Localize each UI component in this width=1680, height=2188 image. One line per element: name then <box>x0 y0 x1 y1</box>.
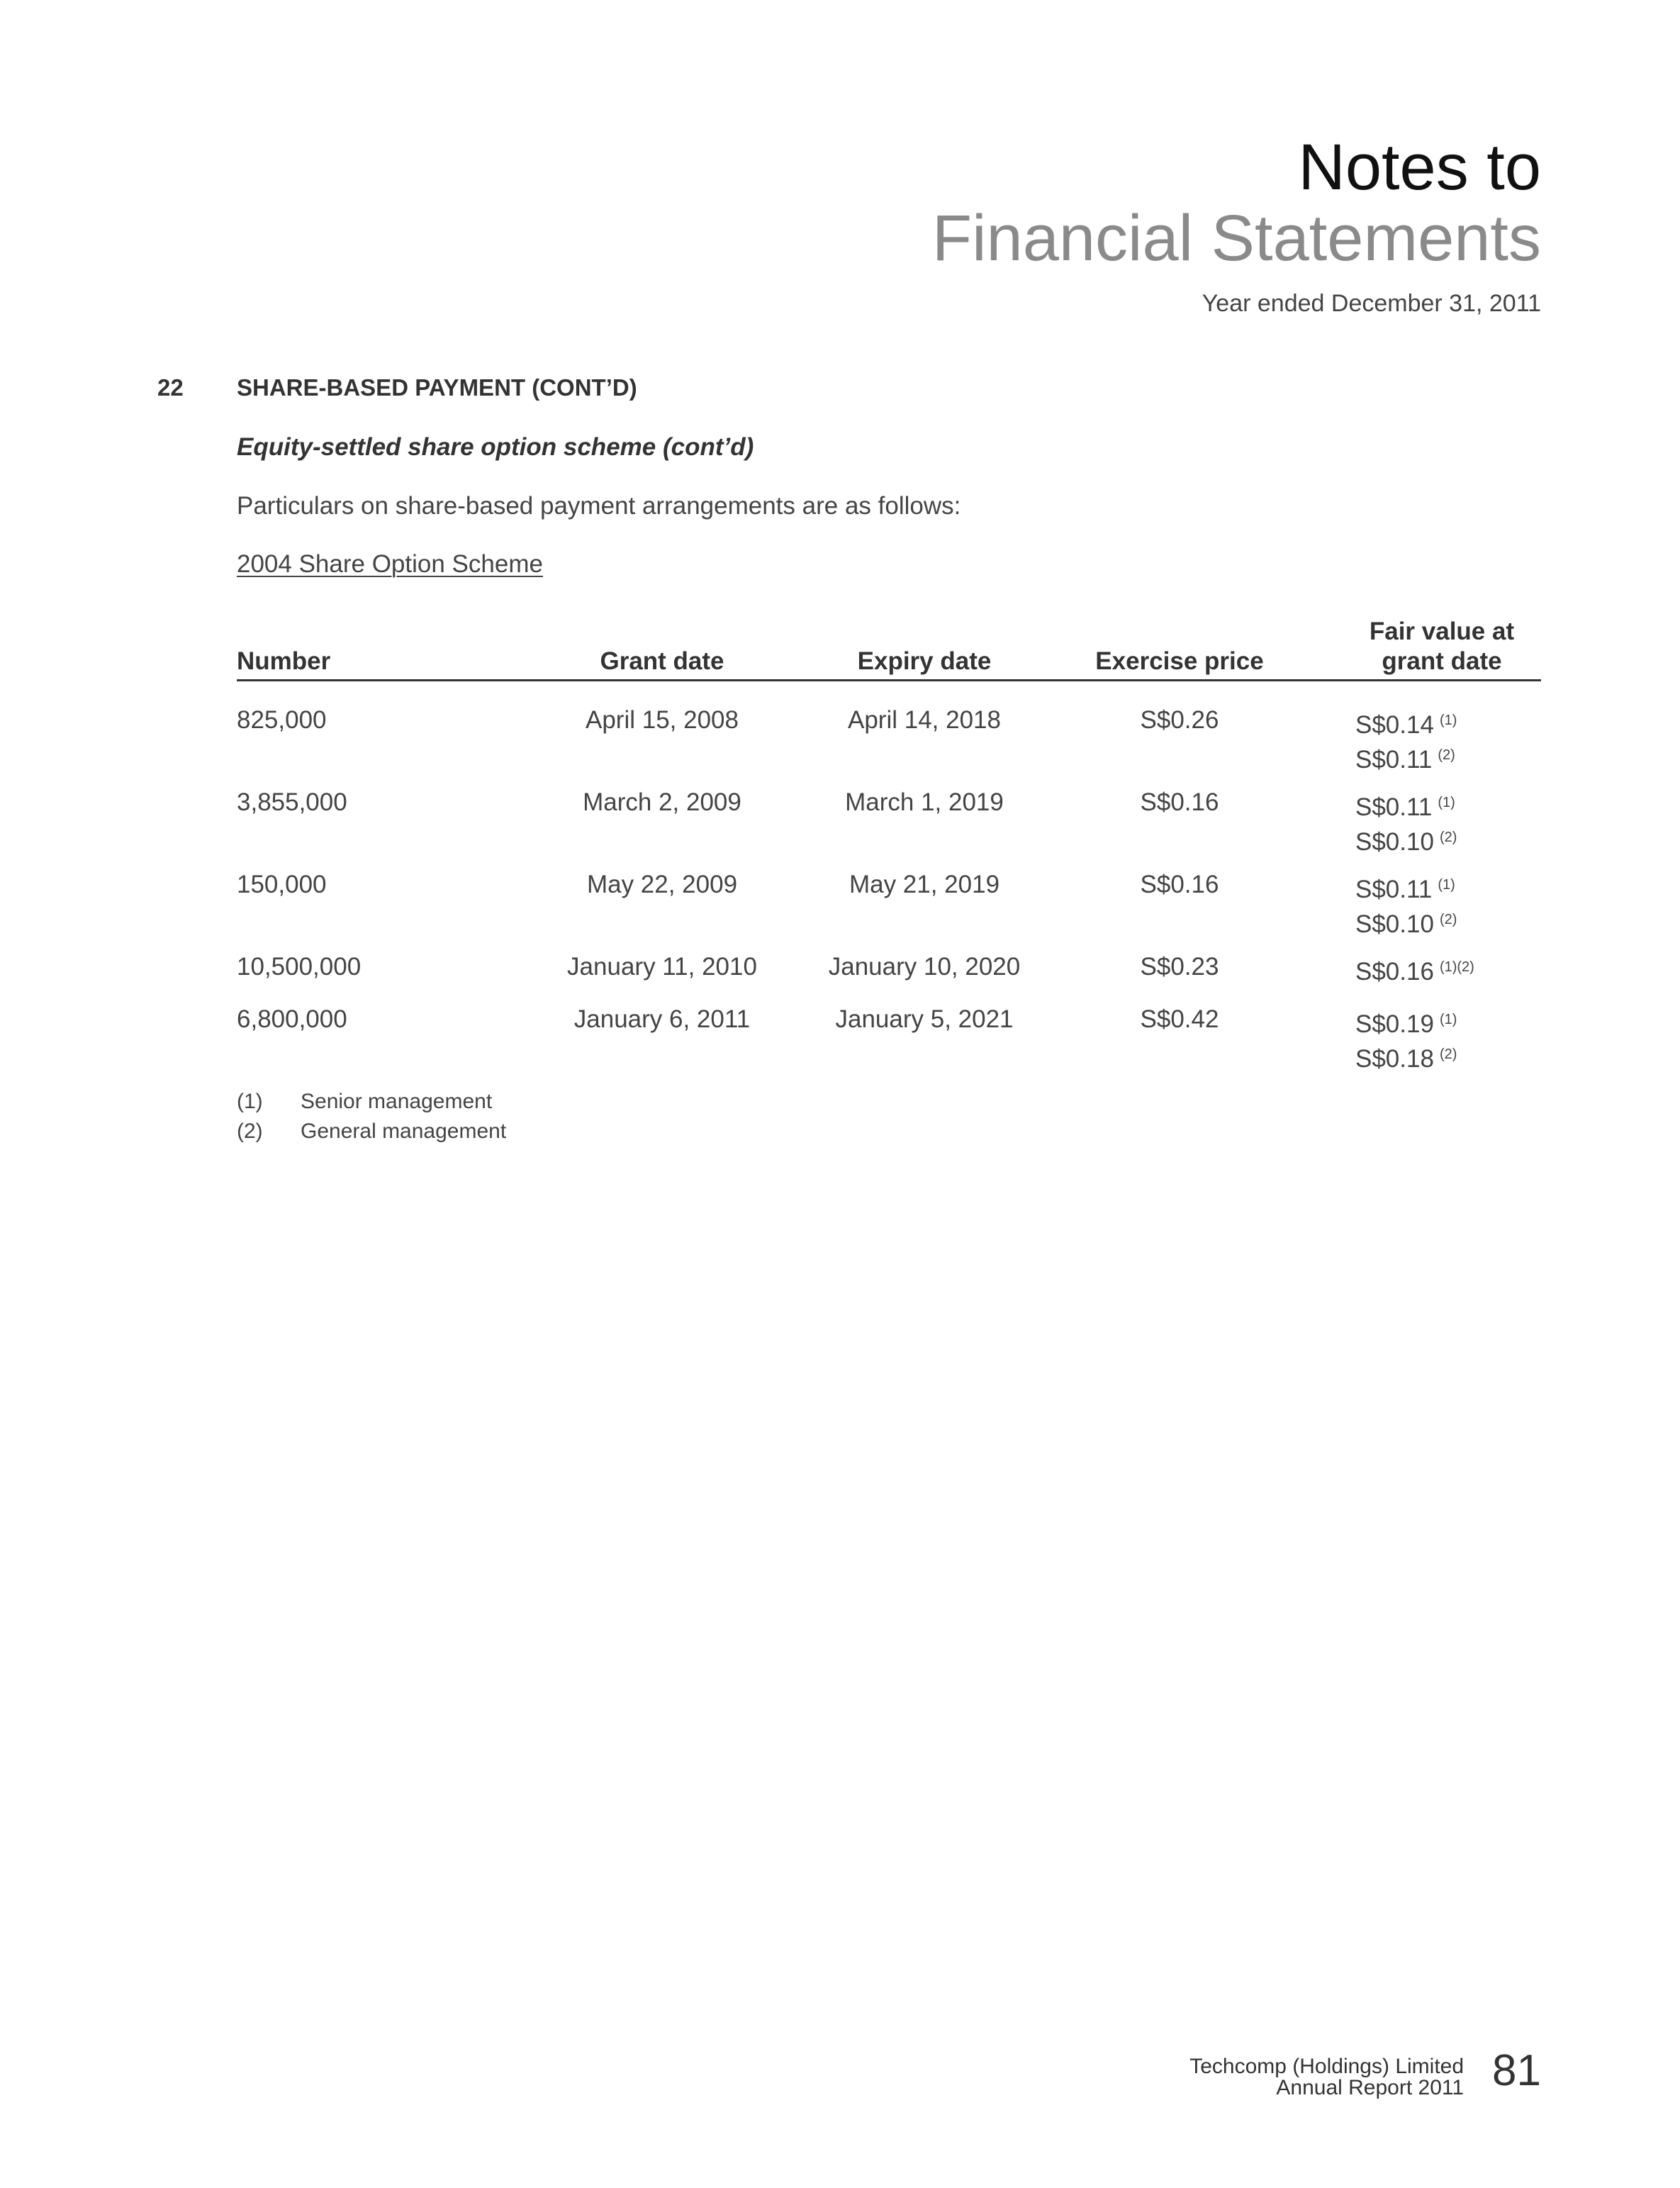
fair-value-line <box>1355 905 1457 939</box>
header-fair-value-line2: grant date <box>1382 647 1502 675</box>
header-number: Number <box>237 647 331 675</box>
footnotes <box>237 1087 506 1146</box>
fair-value-note: (1) <box>1439 713 1457 728</box>
fair-value-note: (1) <box>1438 877 1455 893</box>
fair-value-note: (2) <box>1439 912 1457 927</box>
footnote-1 <box>237 1087 506 1117</box>
cell-grant-date: January 11, 2010 <box>567 953 757 981</box>
fair-value-line <box>1355 952 1474 987</box>
cell-fair-value <box>1355 788 1457 857</box>
footer-text <box>1189 2056 1464 2099</box>
table-row <box>237 705 1541 774</box>
cell-number: 10,500,000 <box>237 953 362 981</box>
cell-exercise-price: S$0.23 <box>1140 953 1219 981</box>
page-header <box>932 132 1541 318</box>
fair-value-amount: S$0.18 <box>1355 1045 1434 1073</box>
cell-number: 150,000 <box>237 871 327 898</box>
page-footer <box>1189 2046 1541 2099</box>
cell-grant-date: January 6, 2011 <box>573 1005 751 1033</box>
header-expiry-date: Expiry date <box>857 647 992 675</box>
cell-fair-value <box>1355 1005 1457 1074</box>
page-subtitle: Year ended December 31, 2011 <box>1202 290 1541 317</box>
cell-fair-value <box>1355 952 1474 987</box>
footnote-text: General management <box>301 1120 507 1143</box>
table-row <box>237 788 1541 856</box>
page-title-line2: Financial Statements <box>931 202 1541 274</box>
fair-value-amount: S$0.16 <box>1355 958 1434 986</box>
fair-value-note: (2) <box>1439 1046 1457 1062</box>
page-title-line1: Notes to <box>1298 131 1541 203</box>
page-number: 81 <box>1492 2046 1541 2095</box>
scheme-name: 2004 Share Option Scheme <box>237 550 543 578</box>
fair-value-amount: S$0.14 <box>1355 711 1434 739</box>
share-option-table <box>237 615 1541 1073</box>
section-subheading: Equity-settled share option scheme (cont’d) <box>237 433 754 461</box>
fair-value-amount: S$0.11 <box>1355 876 1433 903</box>
cell-number: 3,855,000 <box>237 788 347 816</box>
fair-value-line <box>1355 870 1457 905</box>
fair-value-amount: S$0.11 <box>1355 793 1433 821</box>
cell-fair-value <box>1355 705 1457 775</box>
cell-exercise-price: S$0.42 <box>1140 1005 1219 1033</box>
fair-value-line <box>1355 1039 1457 1074</box>
section-number: 22 <box>157 374 184 401</box>
cell-number: 6,800,000 <box>237 1005 347 1033</box>
cell-expiry-date: April 14, 2018 <box>848 706 1001 734</box>
fair-value-line <box>1355 740 1457 775</box>
cell-exercise-price: S$0.26 <box>1140 706 1219 734</box>
table-header <box>237 615 1541 681</box>
fair-value-amount: S$0.10 <box>1355 910 1434 938</box>
footer-report: Annual Report 2011 <box>1276 2076 1465 2099</box>
header-fair-value <box>1314 617 1569 676</box>
fair-value-amount: S$0.11 <box>1355 746 1433 774</box>
fair-value-note: (1)(2) <box>1439 959 1474 975</box>
fair-value-note: (2) <box>1438 747 1455 763</box>
fair-value-amount: S$0.10 <box>1355 828 1434 856</box>
footnote-mark: (2) <box>237 1120 263 1143</box>
cell-expiry-date: May 21, 2019 <box>849 871 1000 898</box>
footnote-text: Senior management <box>301 1090 493 1113</box>
cell-exercise-price: S$0.16 <box>1140 788 1219 816</box>
table-row <box>237 870 1541 938</box>
header-fair-value-line1: Fair value at <box>1369 618 1515 645</box>
cell-expiry-date: January 5, 2021 <box>835 1005 1014 1033</box>
footnote-2 <box>237 1117 506 1146</box>
fair-value-line <box>1355 788 1457 822</box>
fair-value-line <box>1355 1005 1457 1039</box>
table-row <box>237 1005 1541 1073</box>
footer-company: Techcomp (Holdings) Limited <box>1189 2055 1465 2078</box>
cell-grant-date: April 15, 2008 <box>586 706 739 734</box>
cell-number: 825,000 <box>237 706 327 734</box>
header-exercise-price: Exercise price <box>1095 647 1264 675</box>
intro-paragraph: Particulars on share-based payment arrangements are as follows: <box>237 492 961 520</box>
footnote-mark: (1) <box>237 1090 263 1113</box>
fair-value-note: (1) <box>1438 795 1455 810</box>
fair-value-line <box>1355 822 1457 857</box>
cell-grant-date: March 2, 2009 <box>583 788 741 816</box>
fair-value-amount: S$0.19 <box>1355 1010 1434 1038</box>
fair-value-note: (1) <box>1439 1012 1457 1027</box>
cell-expiry-date: January 10, 2020 <box>828 953 1021 981</box>
cell-exercise-price: S$0.16 <box>1140 871 1219 898</box>
header-grant-date: Grant date <box>600 647 724 675</box>
cell-grant-date: May 22, 2009 <box>586 871 738 898</box>
fair-value-line <box>1355 705 1457 740</box>
section-title: SHARE-BASED PAYMENT (CONT’D) <box>237 374 637 401</box>
table-row <box>237 952 1541 986</box>
fair-value-note: (2) <box>1439 830 1457 845</box>
cell-fair-value <box>1355 870 1457 939</box>
cell-expiry-date: March 1, 2019 <box>845 788 1004 816</box>
